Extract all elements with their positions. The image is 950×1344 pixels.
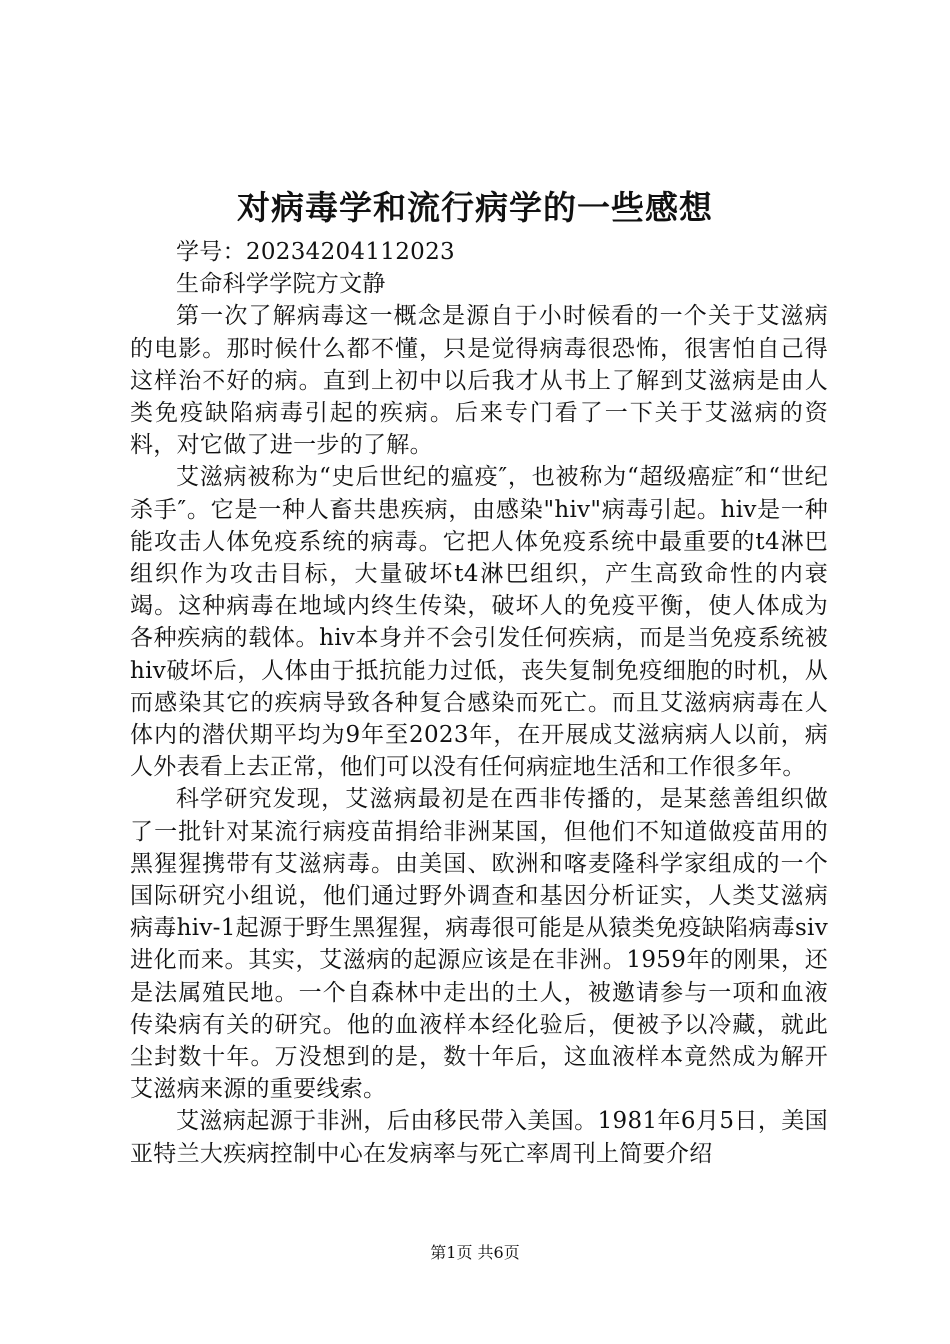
paragraph-3: 科学研究发现，艾滋病最初是在西非传播的，是某慈善组织做了一批针对某流行病疫苗捐给非洲某国，但他们不知道做疫苗用的黑猩猩携带有艾滋病毒。由美国、欧洲和喀麦隆科学家组成的一个国际研究小组说，他们通过野外调查和基因分析证实，人类艾滋病病毒hiv-1起源于野生黑猩猩，病毒很可能是从猿类免疫缺陷病毒siv进化而来。其实，艾滋病的起源应该是在非洲。1959年的刚果，还是法属殖民地。一个自森林中走出的土人，被邀请参与一项和血液传染病有关的研究。他的血液样本经化验后，便被予以冷藏，就此尘封数十年。万没想到的是，数十年后，这血液样本竟然成为解开艾滋病来源的重要线索。 bbox=[130, 786, 828, 1103]
author-line: 生命科学学院方文静 bbox=[176, 271, 386, 298]
paragraph-2: 艾滋病被称为“史后世纪的瘟疫″，也被称为“超级癌症″和“世纪杀手″。它是一种人畜共患疾病，由感染"hiv"病毒引起。hiv是一种能攻击人体免疫系统的病毒。它把人体免疫系统中最重要的t4淋巴组织作为攻击目标，大量破坏t4淋巴组织，产生高致命性的内衰竭。这种病毒在地域内终生传染，破坏人的免疫平衡，使人体成为各种疾病的载体。hiv本身并不会引发任何疾病，而是当免疫系统被hiv破坏后，人体由于抵抗能力过低，丧失复制免疫细胞的时机，从而感染其它的疾病导致各种复合感染而死亡。而且艾滋病病毒在人体内的潜伏期平均为9年至2023年，在开展成艾滋病病人以前，病人外表看上去正常，他们可以没有任何病症地生活和工作很多年。 bbox=[130, 464, 828, 781]
document-title: 对病毒学和流行病学的一些感想 bbox=[237, 188, 713, 227]
paragraph-4: 艾滋病起源于非洲，后由移民带入美国。1981年6月5日，美国亚特兰大疾病控制中心在发病率与死亡率周刊上简要介绍 bbox=[130, 1108, 828, 1167]
document-body bbox=[130, 236, 828, 1170]
student-id-line: 学号：20234204112023 bbox=[176, 239, 455, 265]
page-footer: 第1页 共6页 bbox=[430, 1243, 520, 1262]
paragraph-1: 第一次了解病毒这一概念是源自于小时候看的一个关于艾滋病的电影。那时候什么都不懂，只是觉得病毒很恐怖，很害怕自己得这样治不好的病。直到上初中以后我才从书上了解到艾滋病是由人类免疫缺陷病毒引起的疾病。后来专门看了一下关于艾滋病的资料，对它做了进一步的了解。 bbox=[130, 303, 828, 459]
